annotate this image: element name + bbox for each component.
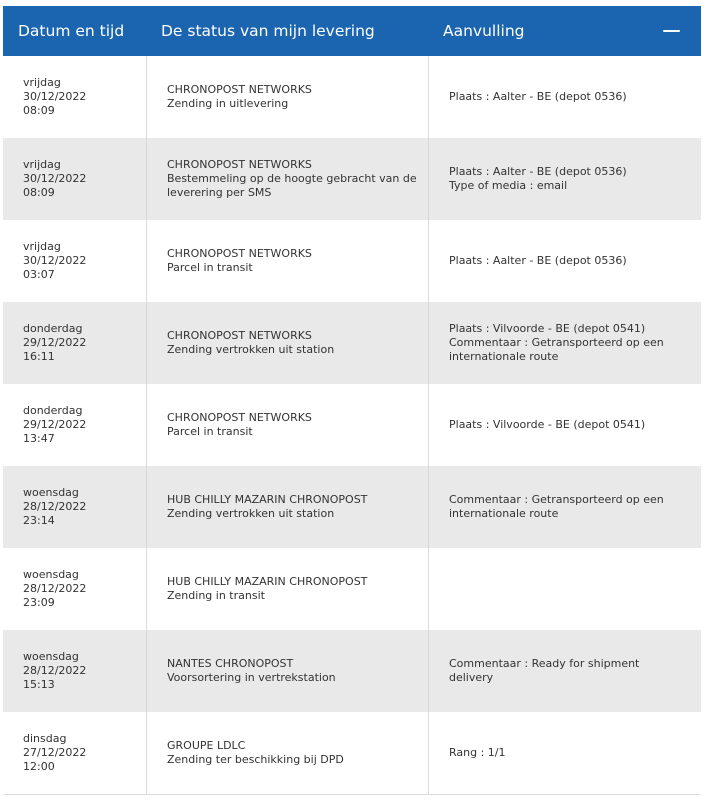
row-time: 03:07: [23, 268, 55, 281]
header-status: De status van mijn levering: [161, 22, 375, 40]
row-date: 30/12/2022: [23, 254, 87, 267]
row-time: 16:11: [23, 350, 55, 363]
row-time: 08:09: [23, 186, 55, 199]
date-cell: [3, 630, 146, 712]
extra-cell: [428, 466, 701, 548]
row-day: donderdag: [23, 322, 83, 335]
row-time: 23:09: [23, 596, 55, 609]
status-cell: [146, 384, 428, 466]
status-cell: [146, 630, 428, 712]
row-date: 30/12/2022: [23, 172, 87, 185]
row-day: vrijdag: [23, 240, 61, 253]
date-cell: [3, 56, 146, 138]
row-date: 28/12/2022: [23, 582, 87, 595]
date-cell: [3, 384, 146, 466]
table-row: [3, 466, 701, 548]
extra-cell: [428, 302, 701, 384]
row-status: Zending vertrokken uit station: [167, 343, 335, 356]
row-extra-line: Rang : 1/1: [449, 746, 506, 759]
row-day: woensdag: [23, 650, 79, 663]
status-cell: [146, 220, 428, 302]
header-date: Datum en tijd: [18, 22, 125, 40]
row-carrier: CHRONOPOST NETWORKS: [167, 158, 312, 171]
row-extra-line: Commentaar : Getransporteerd op een internationale route: [449, 336, 664, 363]
row-day: dinsdag: [23, 732, 67, 745]
row-status: Zending in transit: [167, 589, 265, 602]
row-date: 28/12/2022: [23, 664, 87, 677]
status-cell: [146, 548, 428, 630]
row-extra-line: Type of media : email: [449, 179, 568, 192]
status-cell: [146, 466, 428, 548]
date-cell: [3, 138, 146, 220]
row-status: Zending in uitlevering: [167, 97, 289, 110]
table-row: [3, 384, 701, 466]
row-carrier: CHRONOPOST NETWORKS: [167, 411, 312, 424]
row-extra-line: Plaats : Aalter - BE (depot 0536): [449, 90, 627, 103]
extra-cell: [428, 384, 701, 466]
row-date: 28/12/2022: [23, 500, 87, 513]
date-cell: [3, 302, 146, 384]
row-carrier: CHRONOPOST NETWORKS: [167, 329, 312, 342]
status-cell: [146, 712, 428, 794]
table-row: [3, 220, 701, 302]
extra-cell: [428, 220, 701, 302]
row-time: 23:14: [23, 514, 55, 527]
extra-cell: [428, 630, 701, 712]
row-carrier: HUB CHILLY MAZARIN CHRONOPOST: [167, 575, 368, 588]
table-row: [3, 302, 701, 384]
date-cell: [3, 220, 146, 302]
row-time: 13:47: [23, 432, 55, 445]
row-day: donderdag: [23, 404, 83, 417]
row-extra-line: Plaats : Aalter - BE (depot 0536): [449, 165, 627, 178]
minus-icon: [663, 30, 680, 32]
row-date: 29/12/2022: [23, 336, 87, 349]
row-carrier: HUB CHILLY MAZARIN CHRONOPOST: [167, 493, 368, 506]
row-time: 15:13: [23, 678, 55, 691]
row-extra-line: Commentaar : Ready for shipment delivery: [449, 657, 640, 684]
row-status: Parcel in transit: [167, 261, 253, 274]
date-cell: [3, 712, 146, 794]
row-date: 27/12/2022: [23, 746, 87, 759]
row-status: Parcel in transit: [167, 425, 253, 438]
table-row: [3, 138, 701, 220]
row-day: vrijdag: [23, 76, 61, 89]
collapse-button[interactable]: [641, 6, 701, 56]
table-header: [3, 6, 701, 56]
table-row: [3, 548, 701, 630]
row-time: 12:00: [23, 760, 55, 773]
row-carrier: GROUPE LDLC: [167, 739, 246, 752]
table-row: [3, 712, 701, 794]
date-cell: [3, 548, 146, 630]
row-status: Zending ter beschikking bij DPD: [167, 753, 344, 766]
extra-cell: [428, 712, 701, 794]
row-day: vrijdag: [23, 158, 61, 171]
table-row: [3, 630, 701, 712]
tracking-table: [3, 6, 701, 795]
row-status: Bestemmeling op de hoogte gebracht van de leverering per SMS: [167, 172, 417, 199]
row-day: woensdag: [23, 568, 79, 581]
row-status: Zending vertrokken uit station: [167, 507, 335, 520]
table-body: [3, 56, 701, 794]
header-extra: Aanvulling: [443, 22, 525, 40]
date-cell: [3, 466, 146, 548]
extra-cell: [428, 56, 701, 138]
extra-cell: [428, 548, 701, 630]
row-time: 08:09: [23, 104, 55, 117]
row-carrier: CHRONOPOST NETWORKS: [167, 247, 312, 260]
row-extra-line: Plaats : Vilvoorde - BE (depot 0541): [449, 418, 646, 431]
status-cell: [146, 138, 428, 220]
row-day: woensdag: [23, 486, 79, 499]
row-carrier: NANTES CHRONOPOST: [167, 657, 294, 670]
row-date: 29/12/2022: [23, 418, 87, 431]
row-carrier: CHRONOPOST NETWORKS: [167, 83, 312, 96]
extra-cell: [428, 138, 701, 220]
row-status: Voorsortering in vertrekstation: [167, 671, 336, 684]
row-date: 30/12/2022: [23, 90, 87, 103]
table-bottom-border: [3, 794, 701, 795]
table-row: [3, 56, 701, 138]
row-extra-line: Commentaar : Getransporteerd op een internationale route: [449, 493, 664, 520]
row-extra-line: Plaats : Aalter - BE (depot 0536): [449, 254, 627, 267]
status-cell: [146, 56, 428, 138]
status-cell: [146, 302, 428, 384]
row-extra-line: Plaats : Vilvoorde - BE (depot 0541): [449, 322, 646, 335]
